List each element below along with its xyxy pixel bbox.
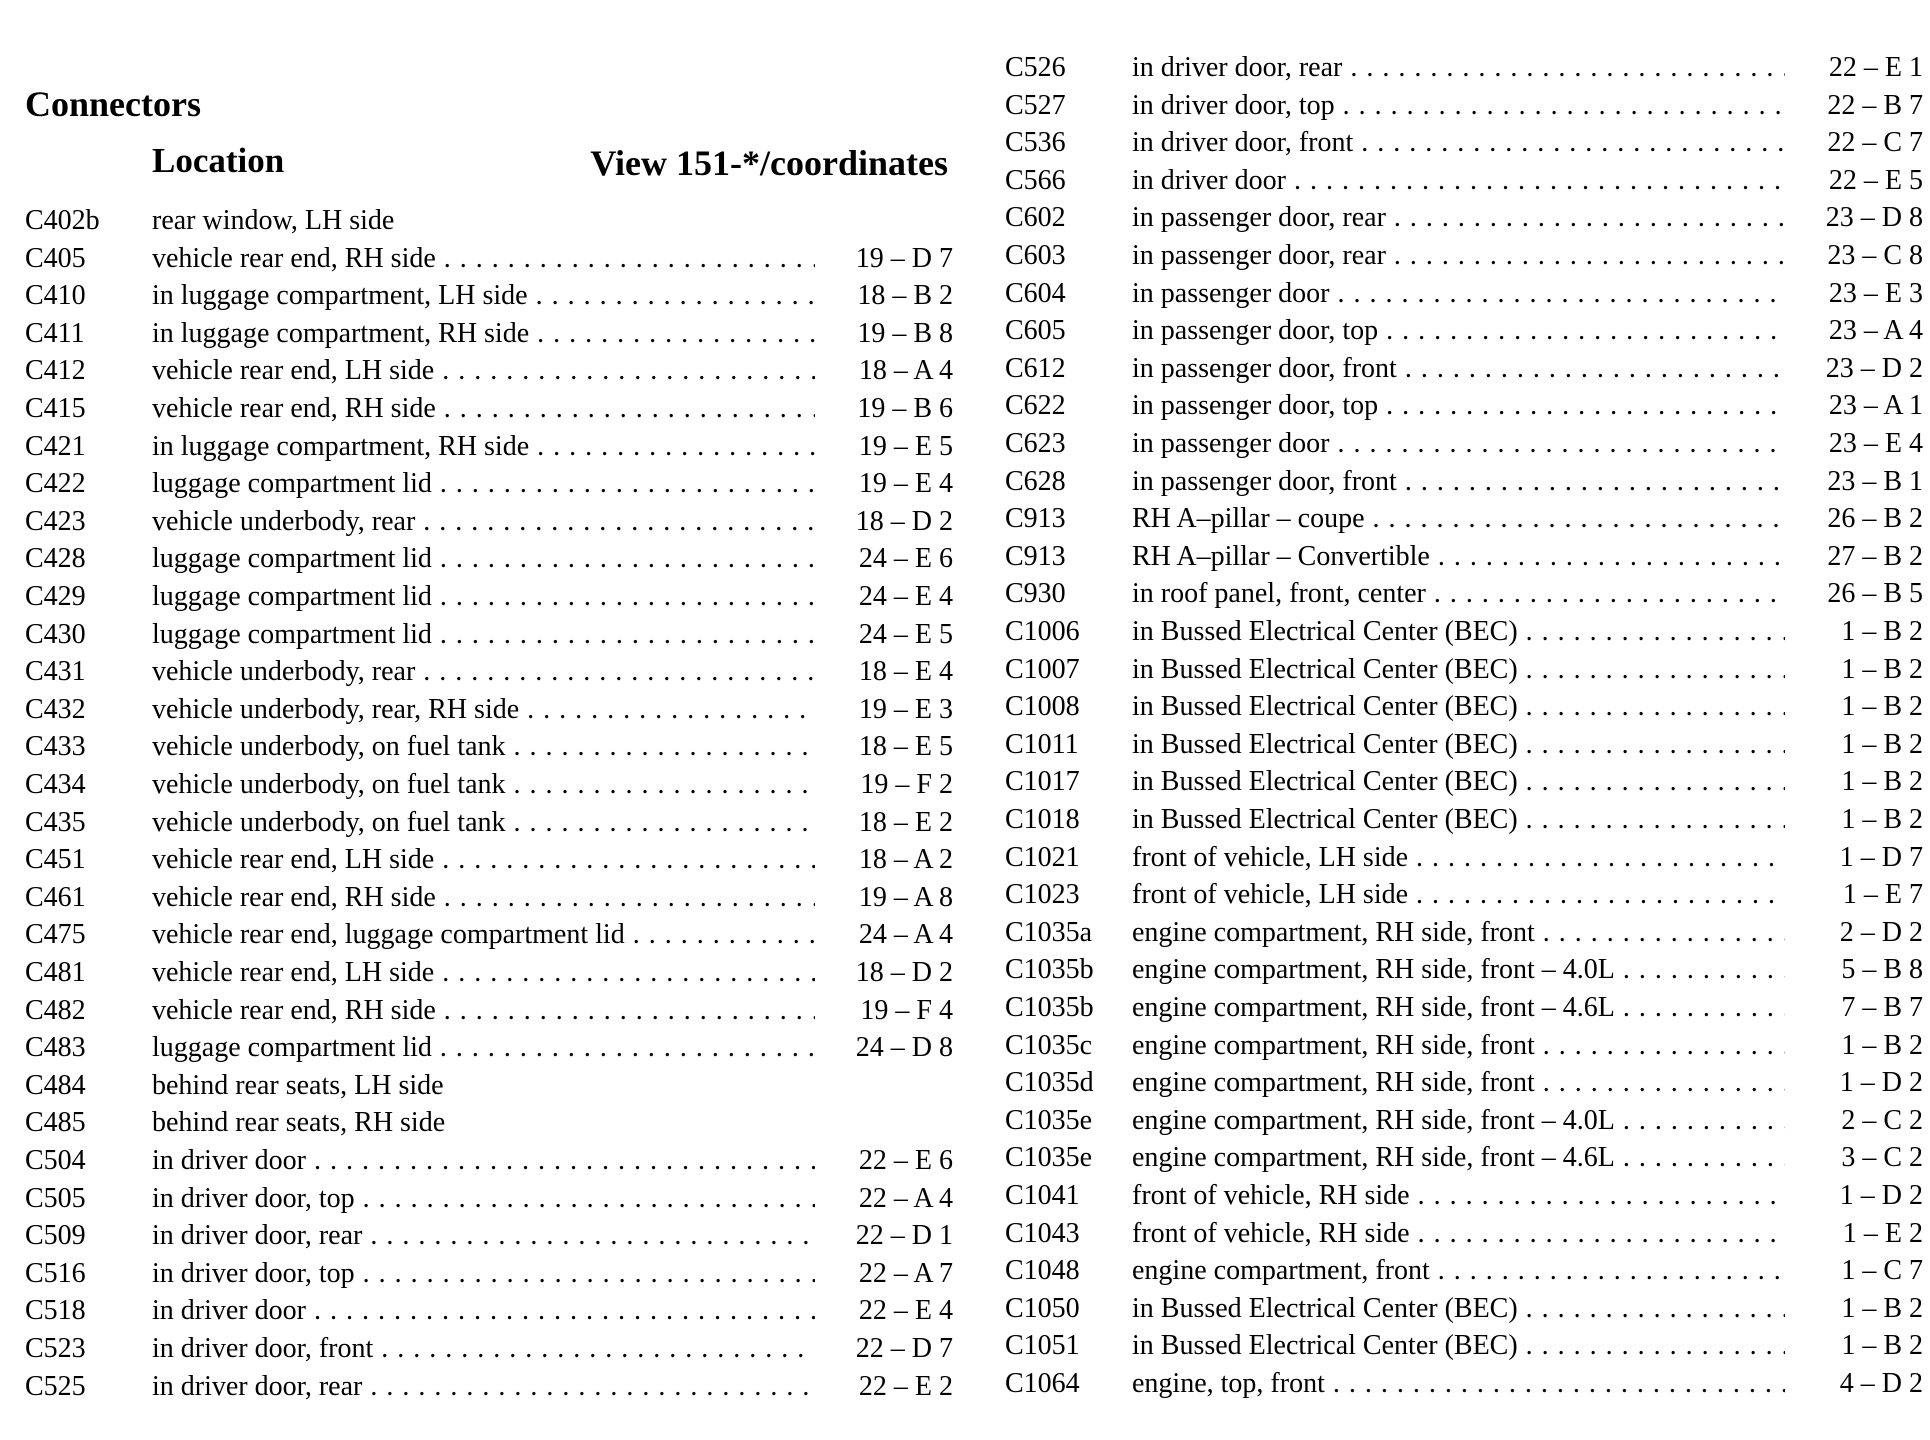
connector-coordinates: 1 – B 2 xyxy=(1785,763,1923,801)
connector-location: vehicle underbody, on fuel tank . . . xyxy=(152,728,822,766)
connector-location: in passenger door . . . xyxy=(1132,275,1797,313)
connector-coordinates: 19 – F 2 xyxy=(815,766,953,804)
connector-location: vehicle rear end, RH side . . . xyxy=(152,240,822,278)
connector-coordinates: 24 – E 4 xyxy=(815,578,953,616)
connector-coordinates: 1 – E 2 xyxy=(1785,1215,1923,1253)
connector-code: C1035e xyxy=(1005,1142,1093,1174)
connector-location: engine compartment, RH side, front . . . xyxy=(1132,914,1797,952)
connector-location: in passenger door, front . . . xyxy=(1132,463,1797,501)
connector-coordinates: 22 – C 7 xyxy=(1785,124,1923,162)
connector-coordinates: 18 – A 4 xyxy=(815,352,953,390)
connector-code: C1035b xyxy=(1005,954,1094,986)
page-title: Connectors xyxy=(25,84,201,124)
connector-code: C1035c xyxy=(1005,1029,1093,1061)
connector-code: C1035e xyxy=(1005,1104,1093,1136)
connector-code: C1050 xyxy=(1005,1292,1080,1324)
connector-location: engine compartment, RH side, front – 4.0L . . . xyxy=(1132,1102,1797,1140)
connector-code: C504 xyxy=(25,1145,86,1176)
connector-code: C431 xyxy=(25,656,86,688)
connector-location: in driver door, rear . . . xyxy=(152,1368,822,1406)
connector-code: C1021 xyxy=(1005,841,1080,873)
connector-coordinates: 24 – E 6 xyxy=(815,540,953,578)
connector-code: C604 xyxy=(1005,277,1066,309)
connector-location: vehicle underbody, rear, RH side . . . xyxy=(152,691,822,729)
connector-coordinates: 1 – B 2 xyxy=(1785,1327,1923,1365)
connector-code: C410 xyxy=(25,280,86,312)
connector-location: in Bussed Electrical Center (BEC) . . . xyxy=(1132,1290,1797,1328)
connector-location: vehicle underbody, on fuel tank . . . xyxy=(152,804,822,842)
connector-location: vehicle underbody, on fuel tank . . . xyxy=(152,766,822,804)
connector-coordinates: 24 – E 5 xyxy=(815,616,953,654)
connector-code: C516 xyxy=(25,1257,86,1289)
connector-coordinates: 18 – B 2 xyxy=(815,277,953,315)
connector-location: RH A–pillar – Convertible . . . xyxy=(1132,538,1797,576)
connector-code: C485 xyxy=(25,1107,86,1139)
connector-code: C481 xyxy=(25,957,86,988)
connector-coordinates: 18 – E 2 xyxy=(815,804,953,842)
connector-location: behind rear seats, RH side xyxy=(152,1107,446,1139)
connector-location: in driver door . . . xyxy=(1132,162,1797,200)
connector-coordinates: 22 – D 1 xyxy=(815,1217,953,1255)
connector-code: C423 xyxy=(25,505,86,537)
connector-code: C1048 xyxy=(1005,1255,1080,1287)
connector-code: C518 xyxy=(25,1295,86,1327)
connector-coordinates: 23 – A 1 xyxy=(1785,387,1923,425)
connector-location: vehicle rear end, RH side . . . xyxy=(152,879,822,917)
connector-coordinates: 1 – D 2 xyxy=(1785,1064,1923,1102)
connector-code: C509 xyxy=(25,1220,86,1252)
connector-coordinates: 19 – E 4 xyxy=(815,465,953,503)
connector-location: in Bussed Electrical Center (BEC) . . . xyxy=(1132,763,1797,801)
connector-code: C1035d xyxy=(1005,1067,1094,1099)
connector-coordinates: 19 – A 8 xyxy=(815,879,953,917)
connector-location: in driver door . . . xyxy=(152,1142,822,1180)
connector-coordinates: 1 – E 7 xyxy=(1785,876,1923,914)
connector-coordinates: 24 – A 4 xyxy=(815,916,953,954)
connector-coordinates: 22 – E 4 xyxy=(815,1292,953,1330)
connector-coordinates: 18 – E 5 xyxy=(815,728,953,766)
connector-coordinates: 23 – A 4 xyxy=(1785,312,1923,350)
connector-location: engine compartment, RH side, front – 4.6L . . . xyxy=(1132,1139,1797,1177)
connector-code: C913 xyxy=(1005,503,1066,535)
connector-location: in Bussed Electrical Center (BEC) . . . xyxy=(1132,688,1797,726)
connector-location: vehicle rear end, LH side . . . xyxy=(152,352,822,390)
connector-location: luggage compartment lid . . . xyxy=(152,540,822,578)
connector-location: in passenger door, top . . . xyxy=(1132,312,1797,350)
connector-location: in driver door, rear . . . xyxy=(152,1217,822,1255)
connector-location: in driver door . . . xyxy=(152,1292,822,1330)
connector-code: C412 xyxy=(25,355,86,387)
connector-coordinates: 2 – C 2 xyxy=(1785,1102,1923,1140)
connector-location: luggage compartment lid . . . xyxy=(152,465,822,503)
connector-coordinates: 19 – F 4 xyxy=(815,992,953,1030)
connector-location: front of vehicle, RH side . . . xyxy=(1132,1215,1797,1253)
connector-code: C1006 xyxy=(1005,616,1080,647)
connector-coordinates: 2 – D 2 xyxy=(1785,914,1923,952)
connector-code: C527 xyxy=(1005,89,1066,121)
connector-location: luggage compartment lid . . . xyxy=(152,1029,822,1067)
connector-code: C484 xyxy=(25,1069,86,1101)
connector-coordinates: 19 – E 3 xyxy=(815,691,953,729)
connector-location: in passenger door, rear . . . xyxy=(1132,199,1797,237)
connector-code: C623 xyxy=(1005,428,1066,459)
connector-code: C1011 xyxy=(1005,728,1079,760)
connector-coordinates: 23 – E 3 xyxy=(1785,275,1923,313)
connector-location: in Bussed Electrical Center (BEC) . . . xyxy=(1132,651,1797,689)
connector-location: in passenger door . . . xyxy=(1132,425,1797,463)
connector-code: C432 xyxy=(25,693,86,725)
connector-coordinates: 27 – B 2 xyxy=(1785,538,1923,576)
connector-code: C1035a xyxy=(1005,916,1093,948)
connector-coordinates: 19 – B 8 xyxy=(815,315,953,353)
location-column-header: Location xyxy=(152,141,285,180)
connector-coordinates: 1 – B 2 xyxy=(1785,1027,1923,1065)
connector-code: C603 xyxy=(1005,240,1066,271)
connector-code: C451 xyxy=(25,844,86,876)
connector-location: vehicle rear end, LH side . . . xyxy=(152,954,822,992)
connector-code: C525 xyxy=(25,1370,86,1402)
connector-code: C1041 xyxy=(1005,1180,1080,1211)
connector-coordinates: 19 – B 6 xyxy=(815,390,953,428)
connector-location: vehicle rear end, LH side . . . xyxy=(152,841,822,879)
connector-location: engine compartment, RH side, front . . . xyxy=(1132,1064,1797,1102)
connector-location: front of vehicle, RH side . . . xyxy=(1132,1177,1797,1215)
connector-coordinates: 3 – C 2 xyxy=(1785,1139,1923,1177)
connector-location: in driver door, top . . . xyxy=(1132,87,1797,125)
connector-coordinates: 23 – D 8 xyxy=(1785,199,1923,237)
connector-code: C536 xyxy=(1005,127,1066,159)
connector-location: vehicle rear end, RH side . . . xyxy=(152,992,822,1030)
connector-code: C566 xyxy=(1005,164,1066,196)
connector-code: C628 xyxy=(1005,465,1066,497)
connector-location: vehicle underbody, rear . . . xyxy=(152,503,822,541)
connector-code: C523 xyxy=(25,1333,86,1364)
connector-code: C1064 xyxy=(1005,1368,1080,1399)
connector-coordinates: 18 – A 2 xyxy=(815,841,953,879)
connector-location: engine compartment, RH side, front – 4.0L . . . xyxy=(1132,951,1797,989)
connector-coordinates: 22 – B 7 xyxy=(1785,87,1923,125)
connector-code: C1043 xyxy=(1005,1217,1080,1249)
connector-coordinates: 1 – B 2 xyxy=(1785,1290,1923,1328)
connector-code: C435 xyxy=(25,806,86,838)
connector-location: in passenger door, front . . . xyxy=(1132,350,1797,388)
connector-coordinates: 18 – E 4 xyxy=(815,653,953,691)
connector-code: C429 xyxy=(25,581,86,612)
connector-coordinates: 18 – D 2 xyxy=(815,954,953,992)
connector-code: C415 xyxy=(25,393,86,424)
connector-location: engine compartment, RH side, front – 4.6L . . . xyxy=(1132,989,1797,1027)
connector-code: C612 xyxy=(1005,352,1066,384)
connector-code: C602 xyxy=(1005,202,1066,234)
connector-coordinates: 22 – E 1 xyxy=(1785,49,1923,87)
connector-code: C526 xyxy=(1005,52,1066,83)
connector-location: in Bussed Electrical Center (BEC) . . . xyxy=(1132,801,1797,839)
connector-coordinates: 23 – B 1 xyxy=(1785,463,1923,501)
connector-coordinates: 24 – D 8 xyxy=(815,1029,953,1067)
connector-code: C1017 xyxy=(1005,766,1080,798)
connector-location: in passenger door, top . . . xyxy=(1132,387,1797,425)
connector-location: in driver door, rear . . . xyxy=(1132,49,1797,87)
connector-location: RH A–pillar – coupe . . . xyxy=(1132,500,1797,538)
view-coordinates-column-header: View 151-*/coordinates xyxy=(590,143,948,183)
connector-code: C1008 xyxy=(1005,691,1080,723)
connector-location: in driver door, top . . . xyxy=(152,1180,822,1218)
connector-coordinates: 23 – C 8 xyxy=(1785,237,1923,275)
connector-code: C483 xyxy=(25,1032,86,1064)
connector-coordinates: 1 – B 2 xyxy=(1785,613,1923,651)
connector-code: C605 xyxy=(1005,315,1066,347)
connector-coordinates: 22 – E 2 xyxy=(815,1368,953,1406)
connector-location: in Bussed Electrical Center (BEC) . . . xyxy=(1132,1327,1797,1365)
connector-code: C1035b xyxy=(1005,992,1094,1023)
connector-coordinates: 1 – B 2 xyxy=(1785,651,1923,689)
connector-location: rear window, LH side xyxy=(152,205,395,236)
connector-location: in luggage compartment, LH side . . . xyxy=(152,277,822,315)
connector-code: C402b xyxy=(25,205,100,236)
connector-location: luggage compartment lid . . . xyxy=(152,578,822,616)
connector-code: C1007 xyxy=(1005,653,1080,685)
connector-code: C405 xyxy=(25,242,86,274)
connector-location: in driver door, front . . . xyxy=(1132,124,1797,162)
connector-coordinates: 23 – D 2 xyxy=(1785,350,1923,388)
connector-coordinates: 22 – E 5 xyxy=(1785,162,1923,200)
connector-coordinates: 23 – E 4 xyxy=(1785,425,1923,463)
connector-code: C434 xyxy=(25,769,86,800)
connector-location: in passenger door, rear . . . xyxy=(1132,237,1797,275)
connector-code: C913 xyxy=(1005,540,1066,572)
connector-coordinates: 26 – B 2 xyxy=(1785,500,1923,538)
connector-code: C1051 xyxy=(1005,1330,1080,1362)
connector-code: C428 xyxy=(25,543,86,575)
connector-location: in Bussed Electrical Center (BEC) . . . xyxy=(1132,726,1797,764)
connector-code: C622 xyxy=(1005,390,1066,422)
connector-location: in roof panel, front, center . . . xyxy=(1132,575,1797,613)
connector-coordinates: 22 – D 7 xyxy=(815,1330,953,1368)
connector-location: in driver door, front . . . xyxy=(152,1330,822,1368)
connector-location: vehicle rear end, luggage compartment lid . . . xyxy=(152,916,822,954)
connector-location: in driver door, top . . . xyxy=(152,1255,822,1293)
connector-coordinates: 1 – D 2 xyxy=(1785,1177,1923,1215)
connector-coordinates: 5 – B 8 xyxy=(1785,951,1923,989)
connector-location: behind rear seats, LH side xyxy=(152,1069,444,1101)
connector-location: front of vehicle, LH side . . . xyxy=(1132,839,1797,877)
connector-coordinates: 22 – E 6 xyxy=(815,1142,953,1180)
connector-code: C422 xyxy=(25,468,86,500)
connector-code: C461 xyxy=(25,881,86,913)
connector-location: in luggage compartment, RH side . . . xyxy=(152,428,822,466)
connector-code: C505 xyxy=(25,1182,86,1214)
connector-code: C930 xyxy=(1005,578,1066,610)
connector-coordinates: 4 – D 2 xyxy=(1785,1365,1923,1403)
connector-code: C482 xyxy=(25,994,86,1026)
connector-code: C1023 xyxy=(1005,879,1080,911)
connector-coordinates: 7 – B 7 xyxy=(1785,989,1923,1027)
connector-coordinates: 1 – B 2 xyxy=(1785,726,1923,764)
connector-location: in luggage compartment, RH side . . . xyxy=(152,315,822,353)
connector-location: front of vehicle, LH side . . . xyxy=(1132,876,1797,914)
connector-code: C411 xyxy=(25,317,85,349)
connector-code: C433 xyxy=(25,731,86,763)
connector-location: vehicle underbody, rear . . . xyxy=(152,653,822,691)
connector-coordinates: 22 – A 4 xyxy=(815,1180,953,1218)
connector-location: vehicle rear end, RH side . . . xyxy=(152,390,822,428)
connector-location: engine compartment, front . . . xyxy=(1132,1252,1797,1290)
connector-location: luggage compartment lid . . . xyxy=(152,616,822,654)
connector-coordinates: 1 – B 2 xyxy=(1785,688,1923,726)
connector-code: C1018 xyxy=(1005,804,1080,835)
connector-code: C421 xyxy=(25,430,86,462)
connector-coordinates: 1 – B 2 xyxy=(1785,801,1923,839)
connector-coordinates: 26 – B 5 xyxy=(1785,575,1923,613)
connector-code: C430 xyxy=(25,618,86,650)
connector-location: in Bussed Electrical Center (BEC) . . . xyxy=(1132,613,1797,651)
connector-coordinates: 22 – A 7 xyxy=(815,1255,953,1293)
connector-location: engine, top, front . . . xyxy=(1132,1365,1797,1403)
connector-coordinates: 1 – D 7 xyxy=(1785,839,1923,877)
connector-coordinates: 1 – C 7 xyxy=(1785,1252,1923,1290)
connector-location: engine compartment, RH side, front . . . xyxy=(1132,1027,1797,1065)
connector-coordinates: 18 – D 2 xyxy=(815,503,953,541)
connector-coordinates: 19 – E 5 xyxy=(815,428,953,466)
connector-code: C475 xyxy=(25,919,86,951)
connector-coordinates: 19 – D 7 xyxy=(815,240,953,278)
